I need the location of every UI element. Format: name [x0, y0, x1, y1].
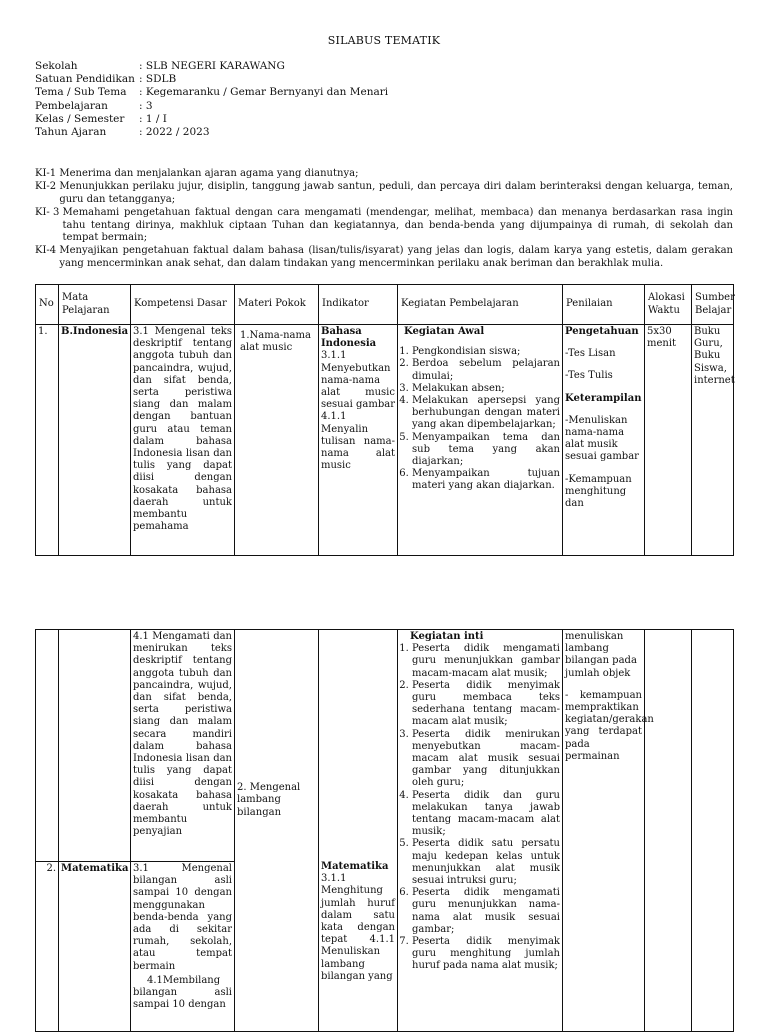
- header-alokasi: Alokasi Waktu: [645, 285, 692, 325]
- identity-label: Satuan Pendidikan: [35, 73, 135, 86]
- ki-code: KI-4: [35, 245, 60, 257]
- kegiatan-title: Kegiatan Awal: [404, 326, 485, 337]
- list-item: 5. Menyampaikan tema dan sub tema yang akan diajarkan;: [412, 432, 560, 469]
- cell-sumber: Buku Guru, Buku Siswa, internet: [692, 325, 734, 556]
- identity-row-sekolah: [35, 60, 388, 73]
- cell-kegiatan: [398, 630, 563, 1032]
- indikator-text: 3.1.1 Menghitung jumlah huruf dalam satu kata dengan tepat 4.1.1 Menuliskan lambang bilangan yang: [321, 873, 395, 982]
- penilaian-item: -Kemampuan menghitung dan: [565, 473, 632, 510]
- table-row: [36, 630, 734, 862]
- identity-value: : 3: [139, 99, 153, 112]
- cell-indikator: [319, 630, 398, 1032]
- materi-text: 1.Nama-nama alat music: [240, 330, 311, 354]
- penilaian-title: Keterampilan: [565, 392, 642, 404]
- identity-label: Tahun Ajaran: [35, 125, 107, 138]
- header-no: No: [36, 285, 59, 325]
- cell-kd: 4.1 Mengamati dan menirukan teks deskriptif tentang anggota tubuh dan pancaindra, wujud, dan sifat benda, serta peristiwa siang dan malam secara mandiri dalam bahasa Indonesia lisan dan tulis yang dapat diisi dengan kosakata bahasa daerah untuk membantu penyajian: [131, 630, 235, 862]
- ki-text: Menunjukkan perilaku jujur, disiplin, tanggung jawab santun, peduli, dan percaya diri dalam berinteraksi dengan keluarga, teman, guru dan tetangganya;: [59, 181, 733, 205]
- ki-code: KI- 3: [35, 207, 63, 219]
- header-indikator: Indikator: [319, 285, 398, 325]
- identity-value: : SDLB: [139, 73, 177, 86]
- penilaian-item: -Tes Lisan: [565, 348, 616, 360]
- core-competencies: [35, 168, 733, 271]
- penilaian-title: Pengetahuan: [565, 326, 639, 337]
- cell-materi: [235, 630, 319, 1032]
- table-header-row: [36, 285, 734, 325]
- penilaian-item: - kemampuan mempraktikan kegiatan/gerakan yang terdapat pada permainan: [565, 689, 654, 762]
- header-mapel: Mata Pelajaran: [59, 285, 131, 325]
- list-item: 1. Peserta didik mengamati guru menunjukkan gambar macam-macam alat musik;: [412, 643, 560, 680]
- cell-kd: [131, 862, 235, 1032]
- list-item: 2. Berdoa sebelum pelajaran dimulai;: [412, 358, 560, 382]
- cell-mapel: Matematika: [59, 862, 131, 1032]
- list-item: 2. Peserta didik menyimak guru membaca teks sederhana tentang macam-macam alat musik;: [412, 680, 560, 729]
- ki-item: [35, 168, 733, 180]
- ki-text: Menyajikan pengetahuan faktual dalam bahasa (lisan/tulis/isyarat) yang jelas dan logis, dalam karya yang estetis, dalam gerakan yang mencerminkan anak sehat, dan dalam tindakan yang mencerminkan perilaku anak beriman dan berakhlak mulia.: [59, 245, 733, 269]
- list-item: 4. Peserta didik dan guru melakukan tanya jawab tentang macam-macam alat musik;: [412, 790, 560, 839]
- identity-value: : 2022 / 2023: [139, 125, 210, 138]
- header-kegiatan: Kegiatan Pembelajaran: [398, 285, 563, 325]
- identity-row-pembelajaran: [35, 100, 388, 113]
- page-title: SILABUS TEMATIK: [327, 34, 441, 47]
- cell-materi: [235, 325, 319, 556]
- cell-penilaian: [563, 325, 645, 556]
- ki-text: Memahami pengetahuan faktual dengan cara mengamati (mendengar, melihat, membaca) dan menanya berdasarkan rasa ingin tahu tentang dirinya, makhluk ciptaan Tuhan dan kegiatannya, dan benda-benda yang dijumpainya di rumah, di sekolah dan tempat bermain;: [62, 207, 733, 244]
- ki-item: [35, 181, 733, 206]
- cell-mapel: B.Indonesia: [59, 325, 131, 556]
- penilaian-item: -Menuliskan nama-nama alat musik sesuai gambar: [565, 414, 639, 463]
- table-row: [36, 325, 734, 556]
- cell-no: [36, 630, 59, 862]
- indikator-text: 3.1.1 Menyebutkan nama-nama alat music sesuai gambar 4.1.1 Menyalin tulisan nama-nama alat music: [321, 350, 395, 472]
- identity-row-satuan: [35, 73, 388, 86]
- cell-no: 2.: [36, 862, 59, 1032]
- identity-value: : SLB NEGERI KARAWANG: [139, 60, 285, 72]
- identity-label: Tema / Sub Tema: [35, 86, 127, 99]
- header-sumber: Sumber Belajar: [692, 285, 734, 325]
- cell-alokasi: [645, 630, 692, 1032]
- cell-no: 1.: [36, 325, 59, 556]
- cell-sumber: [692, 630, 734, 1032]
- ki-text: Menerima dan menjalankan ajaran agama yang dianutnya;: [59, 168, 359, 179]
- kegiatan-list: [400, 643, 560, 972]
- identity-label: Pembelajaran: [35, 99, 108, 112]
- identity-block: [35, 60, 388, 139]
- identity-row-kelas: [35, 113, 388, 126]
- ki-item: [35, 207, 733, 244]
- identity-value: : 1 / I: [139, 112, 167, 125]
- kegiatan-title: Kegiatan inti: [410, 631, 484, 642]
- indikator-title: Matematika: [321, 861, 389, 872]
- cell-alokasi: 5x30 menit: [645, 325, 692, 556]
- syllabus-table-part1: [35, 284, 734, 556]
- penilaian-item: menuliskan lambang bilangan pada jumlah objek: [565, 631, 637, 679]
- list-item: 4. Melakukan apersepsi yang berhubungan dengan materi yang akan dipembelajarkan;: [412, 395, 560, 432]
- kd-text: 4.1Membilang bilangan asli sampai 10 dengan: [133, 974, 232, 1011]
- list-item: 5. Peserta didik satu persatu maju kedepan kelas untuk menunjukkan alat musik sesuai intruksi guru;: [412, 838, 560, 887]
- indikator-spacer: [321, 631, 395, 861]
- header-penilaian: Penilaian: [563, 285, 645, 325]
- identity-label: Kelas / Semester: [35, 112, 125, 125]
- header-materi: Materi Pokok: [235, 285, 319, 325]
- cell-mapel: [59, 630, 131, 862]
- ki-code: KI-2: [35, 181, 60, 193]
- syllabus-table-part2: [35, 629, 734, 1032]
- list-item: 3. Melakukan absen;: [412, 383, 560, 395]
- list-item: 1. Pengkondisian siswa;: [412, 346, 560, 358]
- ki-item: [35, 245, 733, 270]
- materi-text: 2. Mengenal lambang bilangan: [237, 782, 301, 818]
- penilaian-item: -Tes Tulis: [565, 370, 613, 382]
- identity-value: : Kegemaranku / Gemar Bernyanyi dan Menari: [139, 86, 389, 99]
- identity-row-tahun: [35, 126, 388, 139]
- list-item: 6. Menyampaikan tujuan materi yang akan diajarkan.: [412, 468, 560, 492]
- list-item: 7. Peserta didik menyimak guru menghitung jumlah huruf pada nama alat musik;: [412, 936, 560, 973]
- list-item: 3. Peserta didik menirukan menyebutkan macam-macam alat musik sesuai gambar yang ditunjukkan oleh guru;: [412, 729, 560, 790]
- cell-penilaian: [563, 630, 654, 1032]
- cell-indikator: [319, 325, 398, 556]
- header-kd: Kompetensi Dasar: [131, 285, 235, 325]
- identity-label: Sekolah: [35, 60, 78, 72]
- identity-row-tema: [35, 86, 388, 99]
- cell-kd: 3.1 Mengenal teks deskriptif tentang anggota tubuh dan pancaindra, wujud, dan sifat benda, serta peristiwa siang dan malam dengan bantuan guru atau teman dalam bahasa Indonesia lisan dan tulis yang dapat diisi dengan kosakata bahasa daerah untuk membantu pemahama: [131, 325, 235, 556]
- kd-text: 3.1 Mengenal bilangan asli sampai 10 dengan menggunakan benda-benda yang ada di sekitar rumah, sekolah, atau tempat bermain: [133, 863, 232, 972]
- kegiatan-list: [400, 346, 560, 492]
- cell-kegiatan: [398, 325, 563, 556]
- ki-code: KI-1: [35, 168, 60, 179]
- list-item: 6. Peserta didik mengamati guru menunjukkan nama-nama alat musik sesuai gambar;: [412, 887, 560, 936]
- indikator-title: Bahasa Indonesia: [321, 326, 377, 350]
